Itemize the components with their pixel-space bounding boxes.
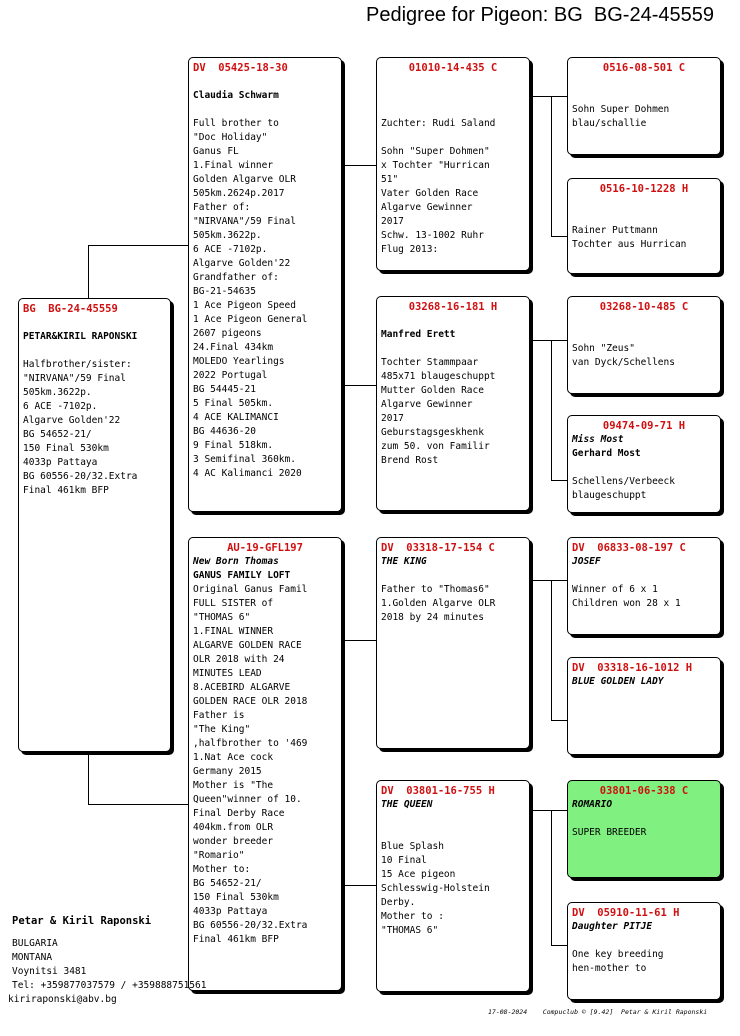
sire-card[interactable] [188,57,342,512]
pigeon-notes: Full brother to "Doc Holiday" Ganus FL 1.Final winner Golden Algarve OLR 505km.2624p.2017 Father of: "NIRVANA"/59 Final 505km.3622p. 6 ACE -7102p. Algarve Golden'22 Grandfather of: BG-21-54635 1 Ace Pigeon Speed 1 Ace Pigeon General 2607 pigeons 24.Final 434km MOLEDO Yearlings 2022 Portugal BG 54445-21 5 Final 505km. 4 ACE KALIMANCI BG 44636-20 9 Final 518km. 3 Semifinal 360km. 4 AC Kalimanci 2020 [193,118,308,479]
pigeon-notes: Sohn Super Dohmen blau/schallie [572,104,670,129]
pigeon-name: Manfred Erett [381,329,456,340]
pigeon-name: PETAR&KIRIL RAPONSKI [23,331,138,342]
ring-number: 03801-06-338 C [599,785,689,797]
connector [88,245,188,246]
pigeon-notes: SUPER BREEDER [572,827,647,838]
connector [88,245,89,300]
ggp-card-4[interactable] [567,415,721,513]
connector [551,945,567,946]
pigeon-name: Claudia Schwarm [193,90,279,101]
ring-number: DV 06833-08-197 C [572,542,686,554]
ring-number: DV 05425-18-30 [193,62,288,74]
ring-number: 01010-14-435 C [408,62,498,74]
connector [551,580,552,720]
owner-name: Petar & Kiril Raponski [12,915,152,927]
connector [530,96,567,97]
ggp-card-2[interactable] [567,178,721,274]
pigeon-notes: Tochter Stammpaar 485x71 blaugeschuppt Mutter Golden Race Algarve Gewinner 2017 Geburstagsgeskhenk zum 50. von Familir Brend Rost [381,357,496,466]
subject-card[interactable] [18,298,171,752]
ring-number: AU-19-GFL197 [227,542,303,554]
pigeon-notes: Father to "Thomas6" 1.Golden Algarve OLR 2018 by 24 minutes [381,584,496,623]
pigeon-notes: Halfbrother/sister: "NIRVANA"/59 Final 505km.3622p. 6 ACE -7102p. Algarve Golden'22 BG 54652-21/ 150 Final 530km 4033p Pattaya BG 60556-20/32.Extra Final 461km BFP [23,359,138,496]
ring-number: DV 03318-16-1012 H [572,662,693,674]
ggp-card-7[interactable] [567,780,721,878]
pigeon-title: New Born Thomas [193,556,279,567]
connector [530,580,567,581]
pigeon-title: BLUE GOLDEN LADY [572,676,664,687]
connector [530,340,567,341]
page-title: Pedigree for Pigeon: BG BG-24-45559 [366,4,714,26]
pigeon-name: GANUS FAMILY LOFT [193,570,291,581]
ring-number: 09474-09-71 H [602,420,686,432]
pigeon-notes: Zuchter: Rudi Saland Sohn "Super Dohmen" x Tochter "Hurrican 51" Vater Golden Race Algarve Gewinner 2017 Schw. 13-1002 Ruhr Flug 2013: [381,118,496,255]
connector [551,810,552,945]
connector [342,640,343,885]
pigeon-notes: Sohn "Zeus" van Dyck/Schellens [572,343,675,368]
ggp-card-1[interactable] [567,57,721,155]
pigeon-notes: One key breeding hen-mother to [572,949,664,974]
ring-number: 03268-10-485 C [599,301,689,313]
pigeon-notes: Rainer Puttmann Tochter aus Hurrican [572,225,687,250]
ring-number: 03268-16-181 H [408,301,498,313]
connector [88,804,188,805]
dam-sire-card[interactable] [376,537,530,749]
pigeon-notes: Winner of 6 x 1 Children won 28 x 1 [572,584,681,609]
ring-number: BG BG-24-45559 [23,303,118,315]
connector [551,236,567,237]
connector [530,810,567,811]
pigeon-title: Miss Most [572,434,624,445]
connector [551,96,552,236]
owner-email[interactable]: kiriraponski@abv.bg [8,994,117,1005]
dam-dam-card[interactable] [376,780,530,992]
pigeon-title: THE QUEEN [381,799,433,810]
pigeon-title: ROMARIO [572,799,613,810]
connector [342,885,376,886]
ring-number: DV 05910-11-61 H [572,907,680,919]
ring-number: 0516-08-501 C [602,62,686,74]
ring-number: DV 03801-16-755 H [381,785,495,797]
pigeon-notes: Schellens/Verbeeck blaugeschuppt [572,476,675,501]
sire-dam-card[interactable] [376,296,530,511]
connector [342,165,343,385]
pigeon-title: THE KING [381,556,427,567]
dam-card[interactable] [188,537,342,991]
ggp-card-5[interactable] [567,537,721,635]
connector [342,640,376,641]
pigeon-notes: Blue Splash 10 Final 15 Ace pigeon Schlesswig-Holstein Derby. Mother to : "THOMAS 6" [381,841,490,936]
pigeon-name: Gerhard Most [572,448,641,459]
connector [551,720,567,721]
ring-number: DV 03318-17-154 C [381,542,495,554]
connector [551,340,552,480]
ring-number: 0516-10-1228 H [599,183,689,195]
pigeon-title: Daughter PITJE [572,921,653,932]
ggp-card-3[interactable] [567,296,721,394]
sire-sire-card[interactable] [376,57,530,271]
connector [551,480,567,481]
connector [342,165,376,166]
pigeon-title: JOSEF [572,556,601,567]
owner-address: BULGARIA MONTANA Voynitsi 3481 Tel: +359877037579 / +359888751561 [12,938,207,991]
pigeon-notes: Original Ganus Famil FULL SISTER of "THOMAS 6" 1.FINAL WINNER ALGARVE GOLDEN RACE OLR 2018 with 24 MINUTES LEAD 8.ACEBIRD ALGARVE GOLDEN RACE OLR 2018 Father is "The King" ,halfbrother to '469 1.Nat Ace cock Germany 2015 Mother is "The Queen"winner of 10. Final Derby Race 404km.from OLR wonder breeder "Romario" Mother to: BG 54652-21/ 150 Final 530km 4033p Pattaya BG 60556-20/32.Extra Final 461km BFP [193,584,308,945]
footer-credits: 17-08-2024 Compuclub © [9.42] Petar & Kiril Raponski [488,1008,708,1016]
ggp-card-6[interactable] [567,657,721,755]
ggp-card-8[interactable] [567,902,721,1000]
connector [88,752,89,804]
connector [342,385,376,386]
